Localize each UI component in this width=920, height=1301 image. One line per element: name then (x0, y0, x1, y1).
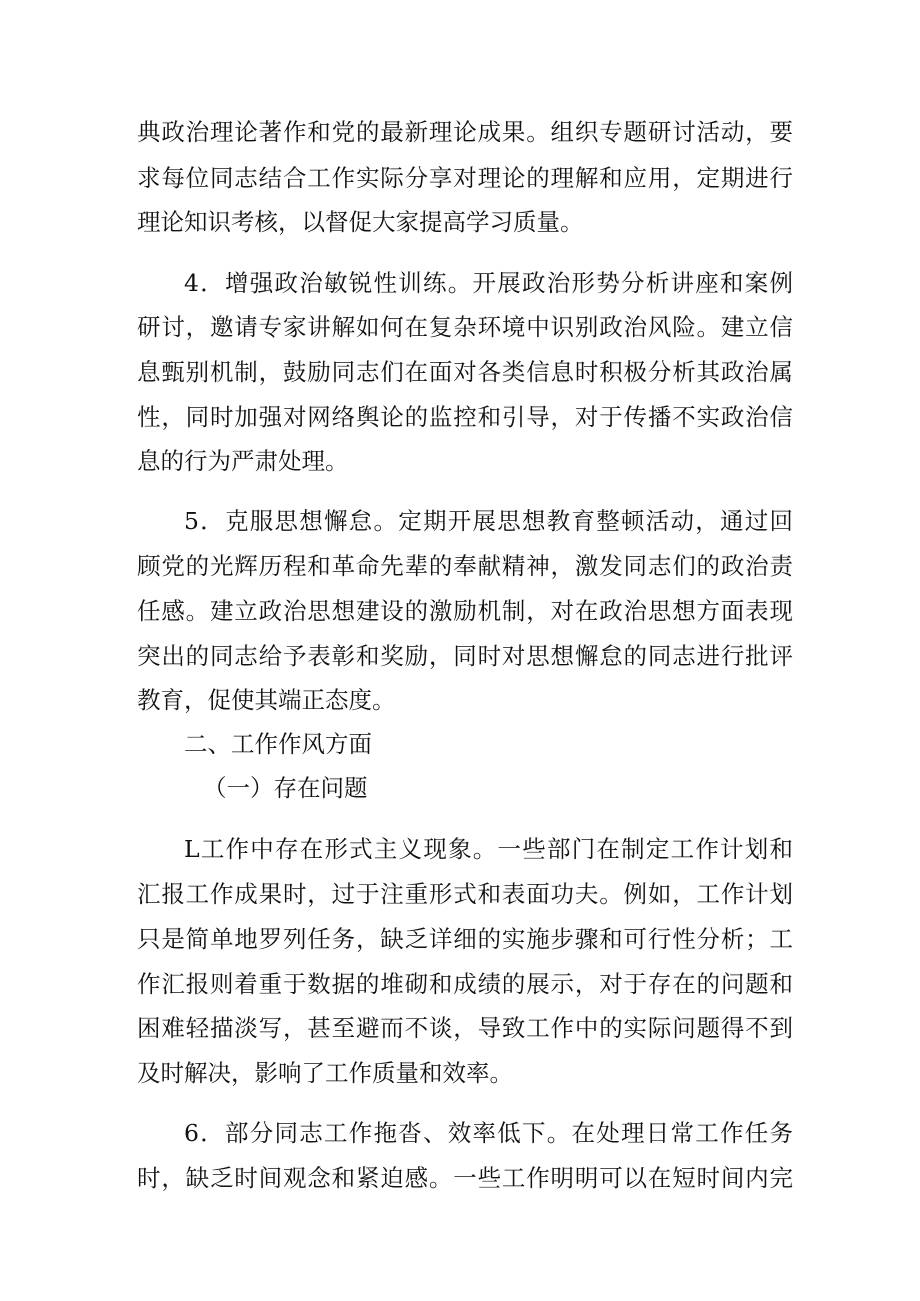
paragraph-line: 6．部分同志工作拖沓、效率低下。在处理日常工作任务 (184, 1119, 793, 1147)
paragraph-line: 及时解决，影响了工作质量和效率。 (137, 1059, 513, 1087)
paragraph-line: 顾党的光辉历程和革命先辈的奉献精神，激发同志们的政治责 (137, 552, 793, 580)
paragraph-line: 作汇报则着重于数据的堆砌和成绩的展示，对于存在的问题和 (137, 970, 793, 998)
paragraph-line: 性，同时加强对网络舆论的监控和引导，对于传播不实政治信 (137, 403, 793, 431)
paragraph-line: 教育，促使其端正态度。 (137, 686, 396, 714)
paragraph-line: 研讨，邀请专家讲解如何在复杂环境中识别政治风险。建立信 (137, 313, 793, 341)
subsection-heading: （一）存在问题 (203, 774, 368, 802)
paragraph-line: 息甄别机制，鼓励同志们在面对各类信息时积极分析其政治属 (137, 358, 793, 386)
paragraph-line: 时，缺乏时间观念和紧迫感。一些工作明明可以在短时间内完 (137, 1164, 793, 1192)
paragraph-line: L工作中存在形式主义现象。一些部门在制定工作计划和 (184, 835, 793, 863)
paragraph-line: 求每位同志结合工作实际分享对理论的理解和应用，定期进行 (137, 164, 793, 192)
paragraph-line: 汇报工作成果时，过于注重形式和表面功夫。例如，工作计划 (137, 880, 793, 908)
paragraph-line: 典政治理论著作和党的最新理论成果。组织专题研讨活动，要 (137, 118, 793, 146)
paragraph-line: 息的行为严肃处理。 (137, 447, 349, 475)
section-heading: 二、工作作风方面 (184, 730, 372, 758)
paragraph-line: 5．克服思想懈怠。定期开展思想教育整顿活动，通过回 (184, 507, 793, 535)
paragraph-line: 困难轻描淡写，甚至避而不谈，导致工作中的实际问题得不到 (137, 1014, 793, 1042)
paragraph-line: 任感。建立政治思想建设的激励机制，对在政治思想方面表现 (137, 597, 793, 625)
paragraph-line: 理论知识考核，以督促大家提高学习质量。 (137, 208, 584, 236)
paragraph-line: 突出的同志给予表彰和奖励，同时对思想懈怠的同志进行批评 (137, 642, 793, 670)
paragraph-line: 只是简单地罗列任务，缺乏详细的实施步骤和可行性分析；工 (137, 925, 793, 953)
paragraph-line: 4．增强政治敏锐性训练。开展政治形势分析讲座和案例 (184, 269, 793, 297)
